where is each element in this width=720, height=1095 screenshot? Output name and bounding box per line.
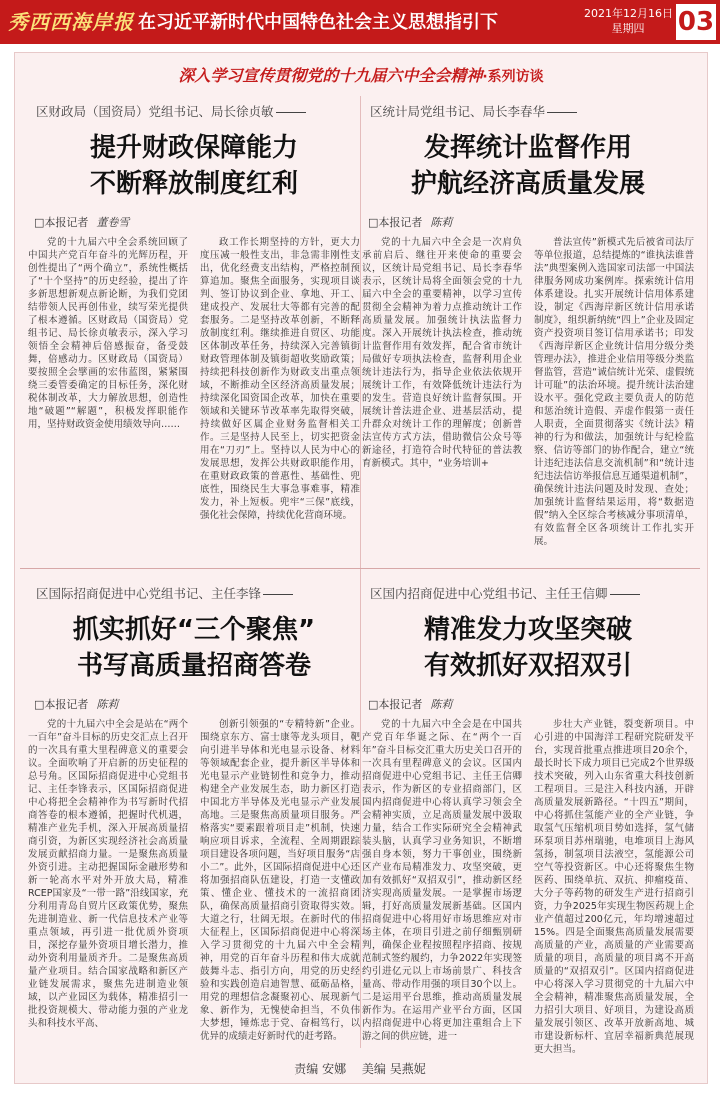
body-column-1: 党的十九届六中全会系统回顾了中国共产党百年奋斗的光辉历程，开创性提出了“两个确立”，系统性概括了“十个坚持”的历史经验，提出了许多新思想新观点新论断，为我们党团结带领人民再创伟业，续写荣光提供了根本遵循。区财政局（国资局）党组书记、局长徐贞敏表示，深入学习领悟全会精神后倍感振奋，备受鼓舞，倍感动力。区财政局（国资局）要按照全会擘画的宏伟蓝图，紧紧围绕三委管委确定的目标任务，深化财税体制改革，大力解放思想，创造性地“破题”“解题”，积极发挥职能作用，坚持财政资金使用绩效导向…… xyxy=(28,237,188,430)
issue-date: 2021年12月16日 xyxy=(584,7,673,20)
reporter-name: 陈莉 xyxy=(430,216,453,229)
article-kicker: 区财政局（国资局）党组书记、局长徐贞敏 xyxy=(36,102,360,120)
headline-line-2: 书写高质量招商答卷 xyxy=(76,651,311,681)
reporter-name: 董卷雪 xyxy=(96,216,130,229)
headline-line-2: 有效抓好双招双引 xyxy=(423,651,632,681)
article-body xyxy=(362,236,694,547)
issue-date-block xyxy=(584,6,672,36)
body-column-1: 党的十九届六中全会是站在“两个一百年”奋斗目标的历史交汇点上召开的一次具有重大里程碑意义的重要会议。全面吹响了开启新的历史征程的总号角。区国际招商促进中心党组书记、主任李锋表示，区国际招商促进中心将把全会精神作为书写新时代招商答卷的根本遵循，把握时代机遇，精准产业先手机，深入开展高质量招商引资，为新区实现经济社会高质量发展贡献招商力量。一是聚焦高质量外资引进。主动把握国际金融形势和新一轮高水平对外开放大局，精准RCEP国家及“一带一路”沿线国家，充分利用青岛自贸片区政策优势，聚焦先进制造业、新一代信息技术产业等重点领域，再引进一批优质外资项目，深挖存量外资项目增长潜力，推动外资利用量质齐升。二是聚焦高质量产业项目。结合国家战略和新区产业链发展需求，聚焦先进制造业领域，以产业园区为载体，精准招引一批投资规模大、带动能力强的产业龙头和科技水平高、 xyxy=(28,719,188,1029)
article-domestic-investment-center xyxy=(362,584,694,1055)
article-headline xyxy=(28,612,360,684)
series-suffix: ·系列访谈 xyxy=(482,69,544,85)
newspaper-logo: 秀西西海岸报 xyxy=(8,10,134,34)
headline-line-1: 提升财政保障能力 xyxy=(89,133,298,163)
article-byline: □本报记者 陈莉 xyxy=(368,216,453,229)
article-body xyxy=(362,718,694,1055)
column-divider xyxy=(360,96,361,1048)
reporter-name: 陈莉 xyxy=(430,698,453,711)
body-column-1: 党的十九届六中全会是一次肩负承前启后、继往开来使命的重要会议，区统计局党组书记、局长李春华表示，区统计局将全面领会党的十九届六中全会的重要精神，以学习宣传贯彻全会精神为着力点推动统计工作高质量发展。加强统计执法监督力度。深入开展统计执法检查，推动统计监督作用有效发挥，配合省市统计局做好专项执法检查，监督利用企业统计违法行为，指导企业依法依规开展统计工作，有效降低统计违法行为的发生。营造良好统计监督氛围。开展统计普法进企业、进基层活动，提升群众对统计工作的理解度；创新普法宣传方式方法，借助微信公众号等新途径，打造符合时代特征的普法教育新模式。其中，“业务培训+ xyxy=(362,237,522,469)
series-title: 深入学习宣传贯彻党的十九届六中全会精神 xyxy=(178,66,483,85)
page-number: 03 xyxy=(676,4,716,40)
article-body xyxy=(28,718,360,1042)
article-headline xyxy=(362,612,694,684)
article-kicker: 区国际招商促进中心党组书记、主任李锋 xyxy=(36,584,360,602)
article-body xyxy=(28,236,360,536)
reporter-name: 陈莉 xyxy=(96,698,119,711)
headline-line-2: 不断释放制度红利 xyxy=(89,169,298,199)
issue-weekday: 星期四 xyxy=(611,22,645,35)
headline-line-2: 护航经济高质量发展 xyxy=(410,169,645,199)
body-column-2: 普法宣传”新模式先后被省司法厅等单位报道，总结提炼的“谁执法谁普法”典型案例入选国家司法部一中国法律服务网成功案例库。探索统计信用体系建设。扎实开展统计信用体系建设，制定《西海岸新区统计信用承诺制度》，组织新纳统“四上”企业及固定资产投资项目签订信用承诺书；印发《西海岸新区企业统计信用分级分类管理办法》，推进企业信用等级分类监督监管，营造“诚信统计光荣、虚假统计可耻”的法治环境。提升统计法治建设水平。强化党政主要负责人的防范和惩治统计造假、弄虚作假第一责任人职责，全面贯彻落实《统计法》精神的行为和做法，加强统计与纪检监察、信访等部门的协作配合，建立“统计违纪违法信息交流机制”和“统计违纪违法信访举报信息互通渠道机制”，确保统计违法问题及时发现、查处；加强统计监督结果运用，将“数据造假”纳入全区综合考核减分事项清单，有效监督全区各项统计工作扎实开展。 xyxy=(534,237,694,547)
series-banner xyxy=(15,63,707,86)
headline-line-1: 抓实抓好“三个聚焦” xyxy=(72,615,316,645)
headline-line-1: 精准发力攻坚突破 xyxy=(423,615,632,645)
row-divider xyxy=(20,568,700,569)
column-title: 在习近平新时代中国特色社会主义思想指引下 xyxy=(138,12,498,33)
body-column-2: 创新引领强的“专精特新”企业。围绕京东方、富士康等龙头项目，靶向引进半导体和光电显示设备、材料等领域配套企业，提升新区半导体和光电显示产业链韧性和竞争力，推动构建全产业发展生态，助力新区打造中国北方半导体及光电显示产业发展高地。三是聚焦高质量项目服务。严格落实“要素跟着项目走”机制，快速响应项目诉求，全流程、全周期跟踪项目建设各项问题，当好项目服务“店小二”。此外，区国际招商促进中心还将加强招商队伍建设，打造一支懂政策、懂企业、懂技术的一流招商团队，确保高质量招商引资取得实效。大道之行，壮阔无垠。在新时代的伟大征程上，区国际招商促进中心将深入学习贯彻党的十九届六中全会精神，用党的百年奋斗历程和伟大成就鼓舞斗志、指引方向，用党的历史经验和实践创造启迪智慧、砥砺品格，用党的理想信念凝聚初心、展现新气象、新作为，无愧使命担当，不负伟大梦想，锤炼忠于党、奋楫笃行，以优异的成绩走好新时代的赶考路。 xyxy=(200,719,360,1042)
article-byline: □本报记者 陈莉 xyxy=(368,698,453,711)
article-headline xyxy=(362,130,694,202)
article-statistics-bureau xyxy=(362,102,694,550)
body-column-2: 政工作长期坚持的方针，更大力度压减一般性支出，非急需非刚性支出，优化经费支出结构，严格控制预算追加。聚焦全面服务，实现项目谈判、签订协议到企业、拿地、开工、建成投产、发展壮大等都有完善的配套服务。二是坚持改革创新，不断释放制度红利。继续推进自贸区、功能区体制改革任务，持续深入完善镇街财政管理体制及镇街超收奖励政策；持续把科技创新作为财政支出重点领域，不断推动全区经济高质量发展；持续深化国资国企改革，加快在重要领域和关键环节改革率先取得突破，持续做好区属企业财务监督相关工作。三是坚持人民至上，切实把资金用在“刀刃”上。坚持以人民为中心的发展思想，发挥公共财政职能作用，在重财政政策的普惠性、基础性、兜底性，围绕民生大事急事难事，精准发力，补上短板。兜牢“三保”底线，强化社会保障，持续优化营商环境。 xyxy=(200,237,360,521)
body-column-2: 步壮大产业链，裂变新项目。中心引进的中国海洋工程研究院研发平台，实现首批重点推进项目20余个，最长时长下成力项目已完成2个世界级技术突破，列入山东省重大科技创新工程项目。三是注入科技内涵，开辟高质量发展新路径。“十四五”期间，中心将抓住氢能产业的全产业链，争取氢气压缩机项目势如选择，氢气储环泵项目苏州瑞驰，电堆项目上海风氢扬，制氢项目法液空，氢能源公司空气等投资新区。中心还将聚焦生物医药、围绕单抗、双抗、抑瘤疫苗、大分子等药物的研发生产进行招商引资，力争2025年实现生物医药规上企业产值超过200亿元，年均增速超过15%。四是全面聚焦高质量发展需要高质量的产业，高质量的产业需要高质量的项目，高质量的项目离不开高质量的“双招双引”。区国内招商促进中心将深入学习贯彻党的十九届六中全会精神，精准聚焦高质量发展，全力招引大项目、好项目，为建设高质量发展引领区、改革开放新高地、城市建设新标杆、宜居幸福新典范展现更大担当。 xyxy=(534,719,694,1055)
article-byline: □本报记者 董卷雪 xyxy=(34,216,130,229)
editor-credit: 责编 安娜 xyxy=(294,1062,347,1076)
masthead xyxy=(0,0,720,44)
article-finance-bureau xyxy=(28,102,360,550)
page-footer xyxy=(0,1060,720,1077)
body-column-1: 党的十九届六中全会是在中国共产党百年华诞之际、在“两个一百年”奋斗目标交汇重大历史关口召开的一次具有里程碑意义的会议。区国内招商促进中心党组书记、主任王信卿表示，作为新区的专业招商部门，区国内招商促进中心将认真学习领会全会精神实质，立足高质量发展中汲取力量，结合工作实际研究全会精神武装头脑，认真学习业务知识，不断增强自身本领，努力干事创业，围绕新区产业布局精准发力、攻坚突破，更加有效抓好“双招双引”，推动新区经济实现高质量发展。一是掌握市场逻辑，打好高质量发展新基础。区国内招商促进中心将用好市场思维应对市场主体，在项目引进之前仔细甄别研判，确保企业程按照程序招商、按规范制式签约履约，力争2022年实现签约引进亿元以上市场前景广、科技含量高、带动作用强的项目30个以上。二是运用平台思维，推动高质量发展新作为。在运用产业平台方面，区国内招商促进中心将更加注重组合上下游之间的供应链，进一 xyxy=(362,719,522,1042)
headline-line-1: 发挥统计监督作用 xyxy=(423,133,632,163)
article-kicker: 区国内招商促进中心党组书记、主任王信卿 xyxy=(370,584,694,602)
article-byline: □本报记者 陈莉 xyxy=(34,698,119,711)
article-kicker: 区统计局党组书记、局长李春华 xyxy=(370,102,694,120)
article-intl-investment-center xyxy=(28,584,360,1040)
designer-credit: 美编 吴燕妮 xyxy=(361,1062,426,1076)
article-headline xyxy=(28,130,360,202)
